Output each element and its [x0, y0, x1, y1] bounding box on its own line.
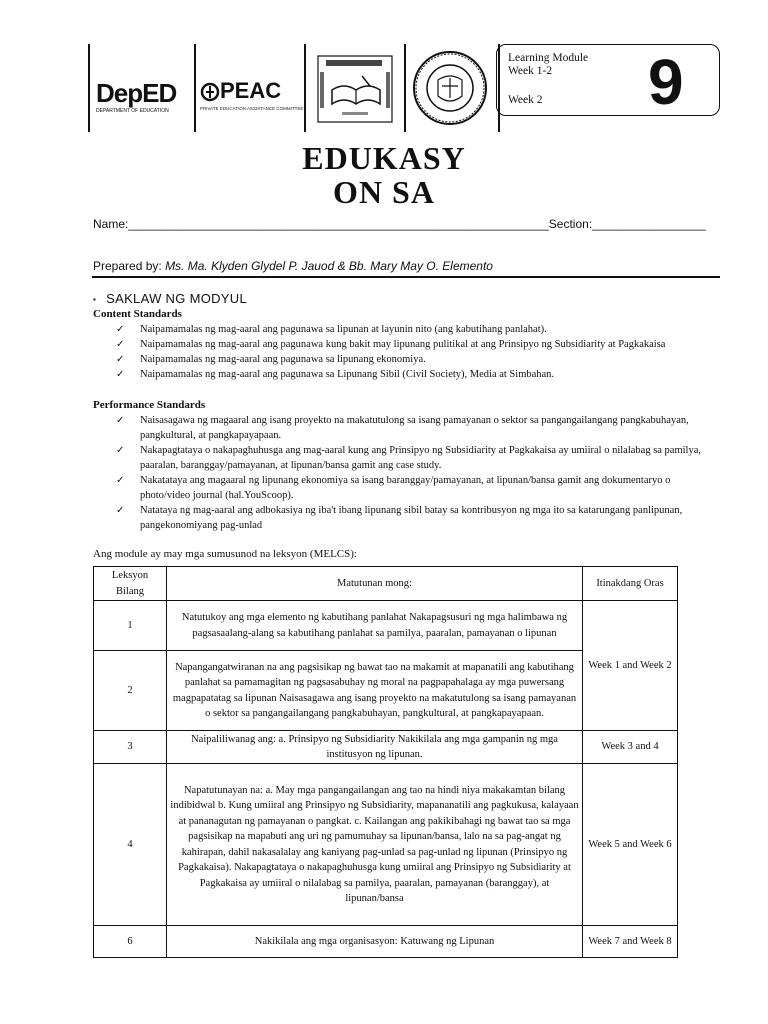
module-label: Learning Module	[508, 52, 589, 64]
header-divider	[194, 44, 196, 132]
lesson-time: Week 3 and 4	[583, 731, 678, 764]
peac-logo-subtitle: PRIVATE EDUCATION ASSISTANCE COMMITTEE	[200, 106, 304, 111]
lesson-number: 6	[94, 926, 167, 958]
list-item: ✓ Naipamamalas ng mag-aaral ang pagunawa sa lipunang ekonomiya.	[116, 354, 426, 365]
prepared-names: Ms. Ma. Klyden Glydel P. Jauod & Bb. Mary May O. Elemento	[165, 259, 493, 273]
list-item: ✓ Nakatataya ang magaaral ng lipunang ekonomiya sa isang baranggay/pamayanan, at lipunan/bansa gamit ang dokumentaryo o photo/video journal (hal.YouScoop).	[116, 475, 671, 501]
section-label: Section:	[548, 217, 593, 231]
peac-emblem-icon	[200, 82, 220, 102]
list-item: ✓ Nakapagtataya o nakapaghuhusga ang mag-aaral kung ang Prinsipyo ng Subsidiarity at Pagkakaisa ay umiiral o nilalabag sa pamilya, paaralan, baranggay/pamayanan, at lipunan/bansa gamit ang case study.	[116, 445, 702, 471]
table-row	[94, 601, 678, 651]
name-label: Name:	[93, 217, 129, 231]
check-icon: ✓	[116, 369, 125, 380]
content-standards-heading: Content Standards	[93, 308, 182, 320]
header-learning-goal: Matutunan mong:	[167, 567, 583, 601]
deped-logo	[92, 74, 192, 118]
peac-logo-text: PEAC	[220, 78, 282, 103]
deped-logo-text: DepED	[96, 78, 177, 108]
prepared-label: Prepared by:	[93, 259, 162, 273]
list-item: ✓ Naipamamalas ng mag-aaral ang pagunawa kung bakit may lipunang pulitikal at ang Prinsipyo ng Subsidiarity at Pagkakaisa	[116, 339, 666, 350]
lesson-time: Week 1 and Week 2	[583, 601, 678, 731]
lesson-time: Week 5 and Week 6	[583, 764, 678, 926]
section-blank: _________________	[592, 217, 706, 231]
performance-standards-heading: Performance Standards	[93, 399, 206, 411]
lesson-number: 2	[94, 651, 167, 731]
header-lesson-number: Leksyon Bilang	[94, 567, 167, 601]
peac-logo	[198, 76, 302, 120]
header-allotted-time: Itinakdang Oras	[583, 567, 678, 601]
lesson-number: 4	[94, 764, 167, 926]
check-icon: ✓	[116, 445, 125, 456]
check-icon: ✓	[116, 354, 125, 365]
divider	[92, 276, 720, 278]
school-book-logo	[312, 52, 398, 126]
deped-logo-subtitle: DEPARTMENT OF EDUCATION	[96, 108, 169, 114]
lesson-text: Napangangatwiranan na ang pagsisikap ng bawat tao na makamit at mapanatili ang kabutihang panlahat sa pamamagitan ng pagsasabuhay ng moral na pagpapahalaga ay mga puwersang magpapatatag sa lipunan Naisasagawa ang isang proyekto na makatutulong sa isang pamayanan o sektor sa pangangailangang pangkabuhayan, pangkultural, at pangkapayapaan.	[167, 651, 583, 731]
content-standards-list	[116, 322, 716, 382]
school-seal-logo	[412, 50, 488, 126]
check-icon: ✓	[116, 415, 125, 426]
header-divider	[404, 44, 406, 132]
prepared-by	[93, 259, 493, 273]
page-title-cutoff: ON SA	[333, 174, 435, 210]
page-title: EDUKASY	[302, 140, 466, 176]
table-row	[94, 764, 678, 926]
saklaw-heading: ▪ SAKLAW NG MODYUL	[93, 291, 247, 306]
square-bullet-icon: ▪	[93, 295, 97, 305]
check-icon: ✓	[116, 475, 125, 486]
table-header-row	[94, 567, 678, 601]
lesson-text: Nakikilala ang mga organisasyon: Katuwang ng Lipunan	[167, 926, 583, 958]
list-item: ✓ Naipamamalas ng mag-aaral ang pagunawa sa lipunan at layunin nito (ang kabutihang panlahat).	[116, 324, 547, 335]
lesson-number: 3	[94, 731, 167, 764]
lessons-table	[93, 566, 678, 958]
list-item: ✓ Naipamamalas ng mag-aaral ang pagunawa sa Lipunang Sibil (Civil Society), Media at Simbahan.	[116, 369, 555, 380]
table-row	[94, 926, 678, 958]
module-week: Week 2	[508, 94, 543, 106]
name-section-line	[93, 217, 706, 231]
melcs-intro: Ang module ay may mga sumusunod na leksyon (MELCS):	[93, 548, 357, 560]
lesson-number: 1	[94, 601, 167, 651]
header-divider	[304, 44, 306, 132]
module-weeks: Week 1-2	[508, 65, 553, 77]
check-icon: ✓	[116, 339, 125, 350]
lesson-time: Week 7 and Week 8	[583, 926, 678, 958]
check-icon: ✓	[116, 505, 125, 516]
performance-standards-list	[116, 413, 716, 533]
lesson-text: Napatutunayan na: a. May mga pangangailangan ang tao na hindi niya makakamtan bilang indibidwal b. Kung umiiral ang Prinsipyo ng Subsidiarity, mapananatili ang pagkukusa, kalayaan at pananagutan ng pamayanan o pangkat. c. Kailangan ang pakikibahagi ng bawat tao sa mga pagsisikap na mapabuti ang uri ng pamumuhay sa lipunan/bansa, lalo na sa pag-angat ng kahirapan, dahil nakasalalay ang kaniyang pag-unlad sa pag-unlad ng lipunan (Prinsipyo ng Pagkakaisa). Nakapagtataya o nakapaghuhusga kung umiiral ang Prinsipyo ng Subsidiarity at Pagkakaisa ay umiiral o nilalabag sa pamilya, paaralan, pamayanan (baranggay), at lipunan/bansa	[167, 764, 583, 926]
list-item: ✓ Naisasagawa ng magaaral ang isang proyekto na makatutulong sa isang pamayanan o sektor sa pangangailangang pangkabuhayan, pangkultural, at pangkapayapaan.	[116, 415, 689, 441]
lesson-text: Natutukoy ang mga elemento ng kabutihang panlahat Nakapagsusuri ng mga halimbawa ng pagsasaalang-alang sa kabutihang panlahat sa pamilya, paaralan, pamayanan o lipunan	[167, 601, 583, 651]
check-icon: ✓	[116, 324, 125, 335]
lesson-text: Naipaliliwanag ang: a. Prinsipyo ng Subsidiarity Nakikilala ang mga gampanin ng mga institusyon ng lipunan.	[167, 731, 583, 764]
grade-number: 9	[648, 46, 684, 118]
name-blank: _______________________________________________________________	[128, 217, 549, 231]
list-item: ✓ Natataya ng mag-aaral ang adbokasiya ng iba't ibang lipunang sibil batay sa kontribusyon ng mga ito sa katarungang panlipunan, pangekonomiyang pag-unlad	[116, 505, 683, 531]
table-row	[94, 731, 678, 764]
